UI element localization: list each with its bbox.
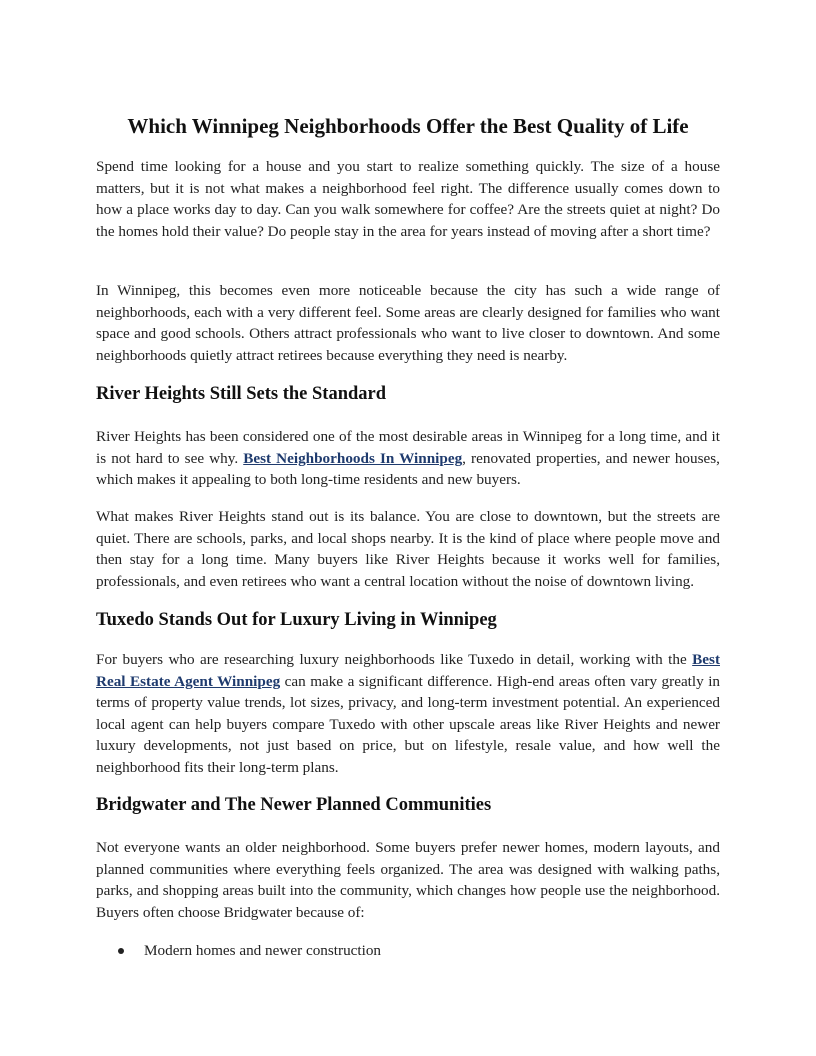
list-item-text: Modern homes and newer construction (144, 942, 382, 959)
paragraph-text: , renovated properties, and newer houses, which makes it appealing to both long-time residents and new buyers. (96, 449, 720, 489)
paragraph-text: River Heights has been considered one of the most desirable areas in Winnipeg for a long time, and it is not hard to see why. (96, 428, 720, 467)
list-item (96, 940, 720, 962)
tuxedo-heading: Tuxedo Stands Out for Luxury Living in Winnipeg (96, 610, 497, 630)
river-heights-paragraph-1 (96, 426, 720, 491)
bridgwater-paragraph: Not everyone wants an older neighborhood. Some buyers prefer newer homes, modern layouts, and planned communities where everything feels organized. The area was designed with walking paths, parks, and shopping areas built into the community, which changes how people use the neighborhood. Buyers often choose Bridgwater because of: (96, 839, 720, 921)
paragraph-text: For buyers who are researching luxury neighborhoods like Tuxedo in detail, working with the (96, 651, 693, 668)
intro-paragraph-2: In Winnipeg, this becomes even more noticeable because the city has such a wide range of neighborhoods, each with a very different feel. Some areas are clearly designed for families who want space and good schools. Others attract professionals who want to live closer to downtown. And some neighborhoods quietly attract retirees because everything they need is nearby. (96, 282, 720, 364)
river-heights-heading: River Heights Still Sets the Standard (96, 384, 387, 404)
best-neighborhoods-link[interactable]: Best Neighborhoods In Winnipeg (243, 449, 463, 467)
intro-paragraph-1: Spend time looking for a house and you start to realize something quickly. The size of a house matters, but it is not what makes a neighborhood feel right. The difference usually comes down to how a place works day to day. Can you walk somewhere for coffee? Are the streets quiet at night? Do the homes hold their value? Do people stay in the area for years instead of moving after a short time? (96, 158, 720, 240)
bullet-dot-icon (118, 948, 124, 954)
bridgwater-bullet-list (96, 940, 720, 962)
paragraph-text: can make a significant difference. High-end areas often vary greatly in terms of property value trends, lot sizes, privacy, and long-term investment potential. An experienced local agent can help buyers compare Tuxedo with other upscale areas like River Heights and newer luxury developments, not just based on price, but on lifestyle, resale value, and how well the neighborhood fits their long-term plans. (96, 672, 721, 776)
river-heights-paragraph-2: What makes River Heights stand out is its balance. You are close to downtown, but the streets are quiet. There are schools, parks, and local shops nearby. It is the kind of place where people move and then stay for a long time. Many buyers like River Heights because it works well for families, professionals, and even retirees who want a central location without the noise of downtown living. (96, 508, 720, 590)
page-title: Which Winnipeg Neighborhoods Offer the Best Quality of Life (127, 114, 689, 138)
bridgwater-heading: Bridgwater and The Newer Planned Communities (96, 795, 492, 815)
best-real-estate-agent-link[interactable]: Best Real Estate Agent Winnipeg (96, 651, 720, 690)
tuxedo-paragraph (96, 649, 720, 779)
